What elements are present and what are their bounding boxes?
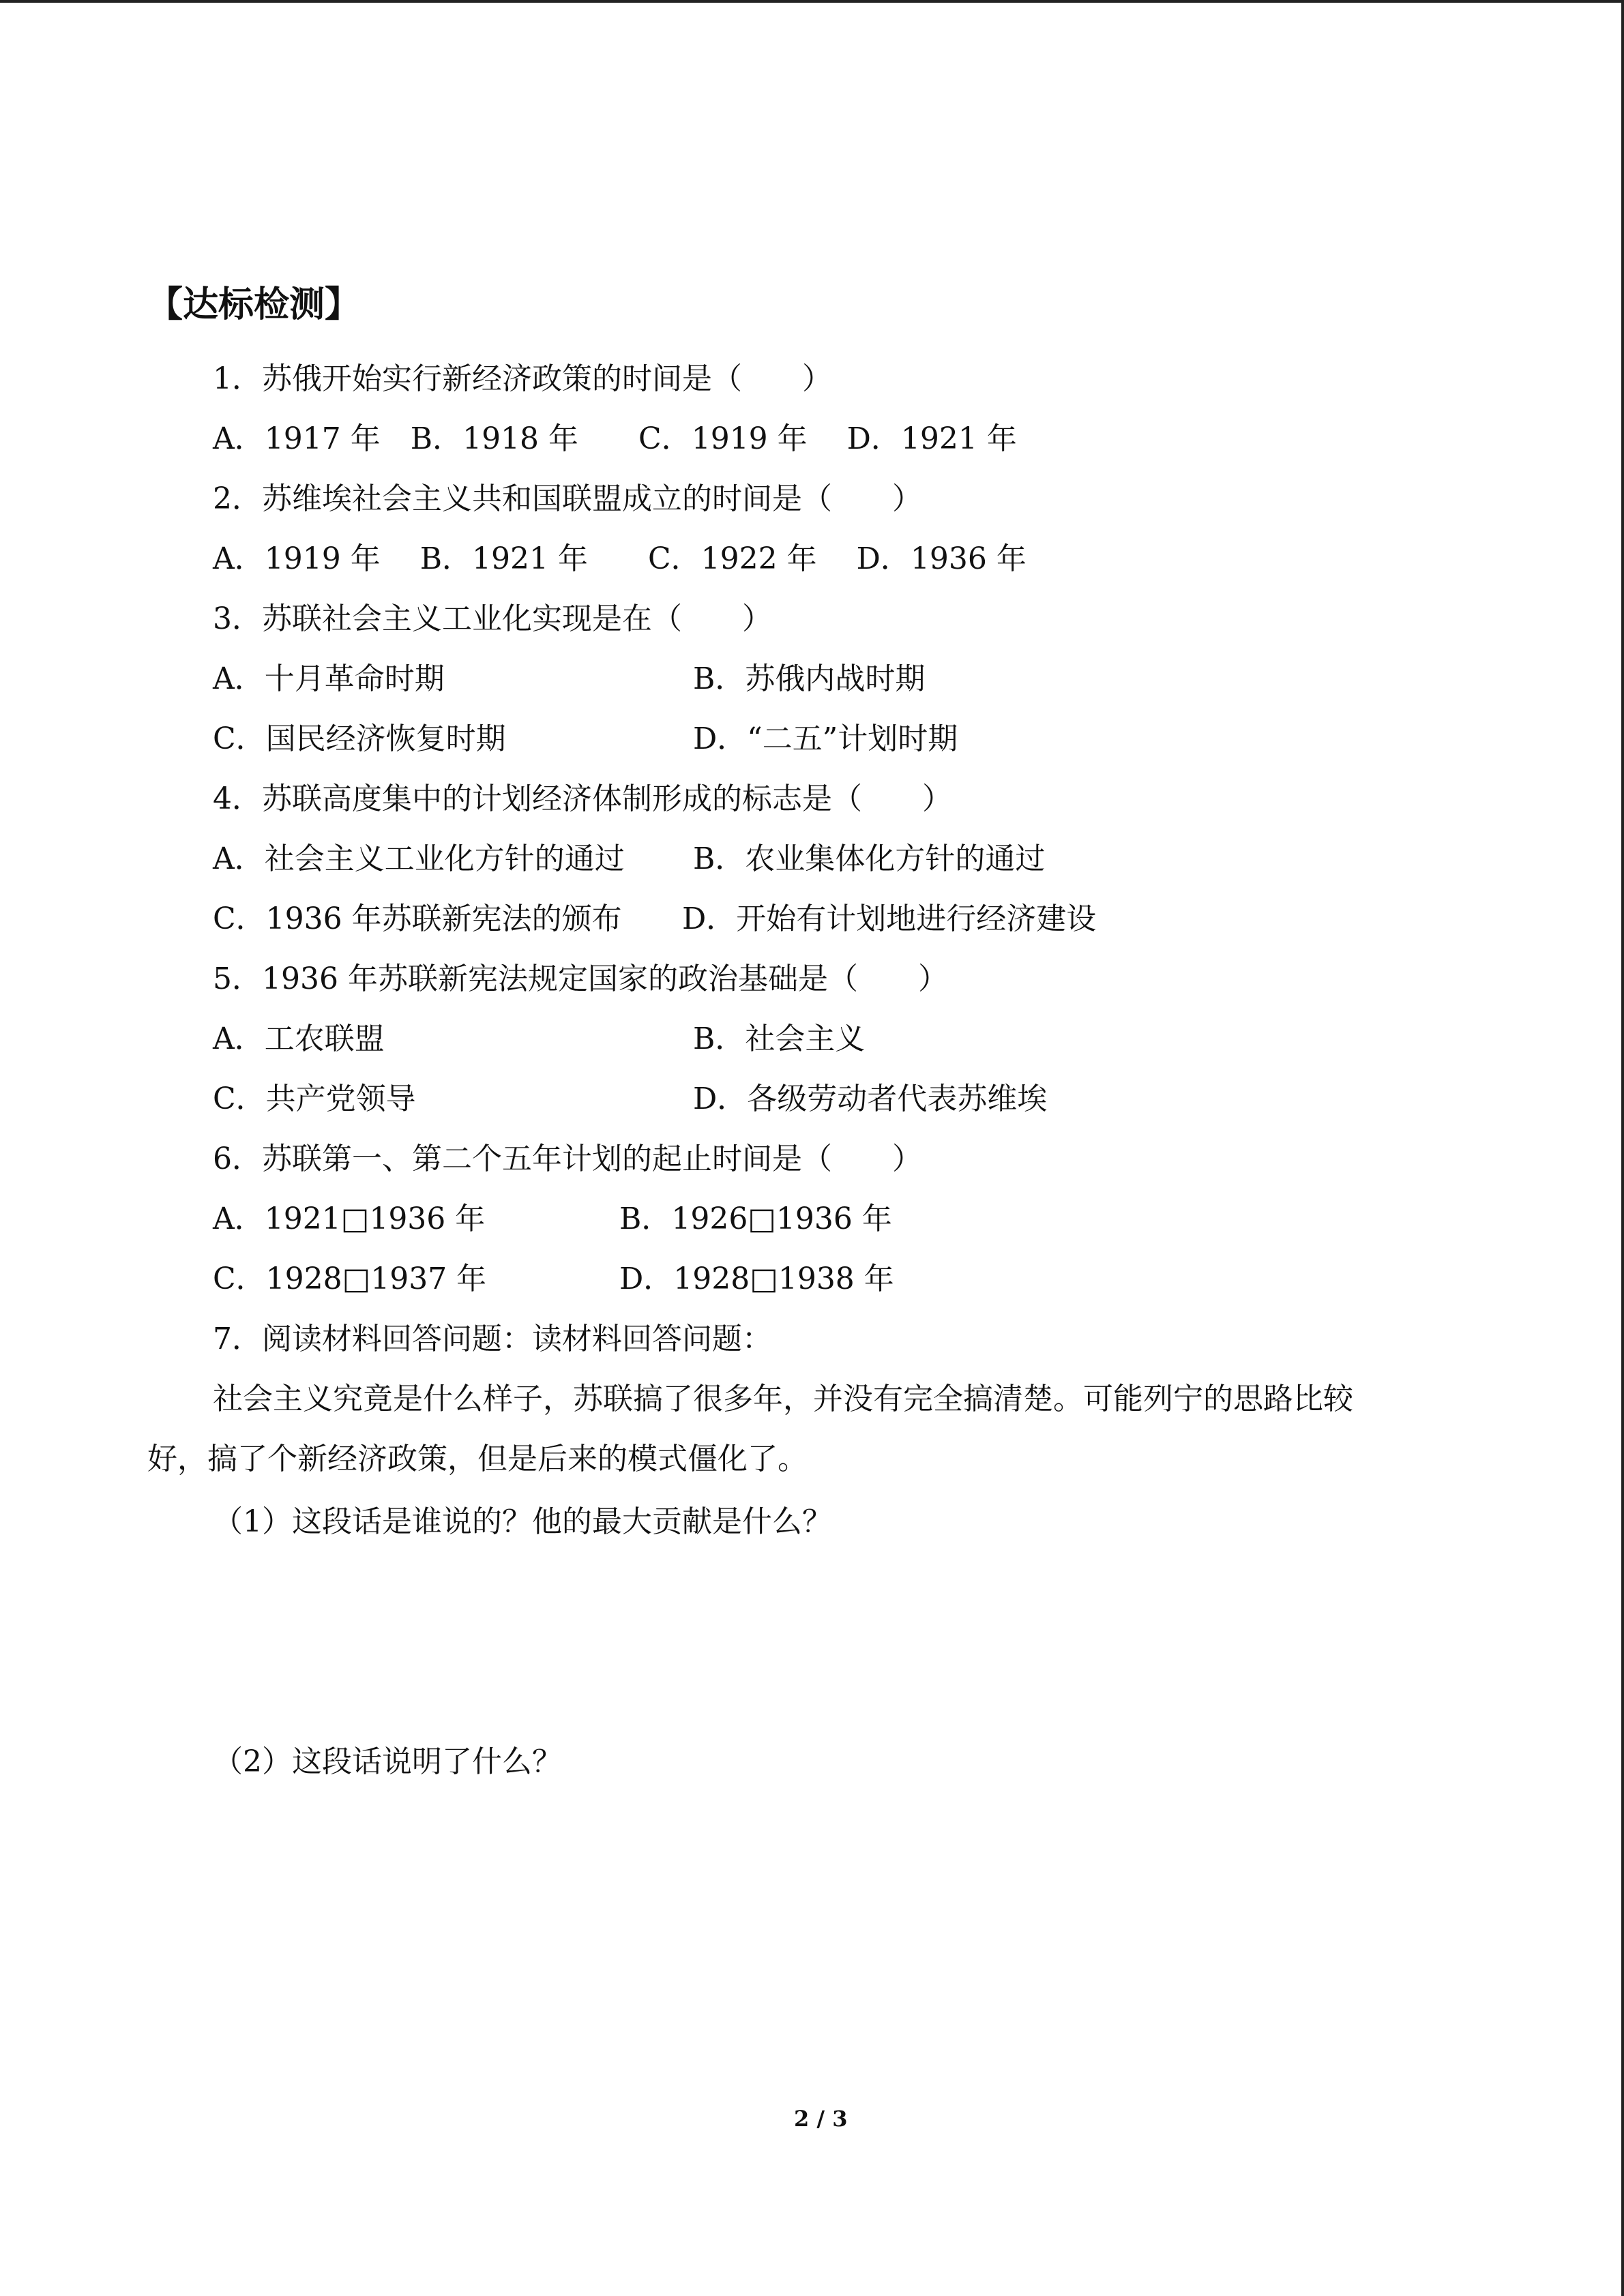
question-4-option-a: A．社会主义工业化方针的通过 bbox=[213, 841, 625, 876]
top-border bbox=[0, 0, 1624, 3]
question-3-option-b: B．苏俄内战时期 bbox=[693, 661, 926, 696]
question-5: 5．1936 年苏联新宪法规定国家的政治基础是（ ） bbox=[213, 961, 948, 996]
question-3-option-d: D．“二五”计划时期 bbox=[693, 721, 958, 756]
question-2: 2．苏维埃社会主义共和国联盟成立的时间是（ ） bbox=[213, 481, 922, 516]
question-4-option-b: B．农业集体化方针的通过 bbox=[693, 841, 1046, 876]
question-3-option-a: A．十月革命时期 bbox=[213, 661, 445, 696]
question-4-option-c: C．1936 年苏联新宪法的颁布 bbox=[213, 901, 622, 936]
question-3: 3．苏联社会主义工业化实现是在（ ） bbox=[213, 601, 772, 636]
question-6-option-d: D．1928□1938 年 bbox=[619, 1262, 894, 1296]
question-5-option-b: B．社会主义 bbox=[693, 1022, 866, 1056]
section-title: 【达标检测】 bbox=[147, 284, 361, 325]
right-border bbox=[1621, 0, 1624, 2296]
sub-question-2: （2）这段话说明了什么？ bbox=[213, 1744, 562, 1779]
question-5-option-a: A．工农联盟 bbox=[213, 1022, 385, 1056]
material-line-2: 好，搞了个新经济政策，但是后来的模式僵化了。 bbox=[147, 1442, 808, 1476]
question-2-options: A．1919 年 B．1921 年 C．1922 年 D．1936 年 bbox=[213, 541, 1027, 576]
question-1-options: A．1917 年 B．1918 年 C．1919 年 D．1921 年 bbox=[213, 421, 1017, 456]
question-7: 7．阅读材料回答问题：读材料回答问题： bbox=[213, 1322, 772, 1356]
question-1: 1．苏俄开始实行新经济政策的时间是（ ） bbox=[213, 361, 832, 396]
question-5-option-d: D．各级劳动者代表苏维埃 bbox=[693, 1082, 1048, 1116]
question-6-option-a: A．1921□1936 年 bbox=[213, 1202, 486, 1236]
question-6: 6．苏联第一、第二个五年计划的起止时间是（ ） bbox=[213, 1142, 922, 1176]
question-3-option-c: C．国民经济恢复时期 bbox=[213, 721, 506, 756]
question-4-option-d: D．开始有计划地进行经济建设 bbox=[682, 901, 1097, 936]
question-6-option-b: B．1926□1936 年 bbox=[619, 1202, 892, 1236]
question-6-option-c: C．1928□1937 年 bbox=[213, 1262, 487, 1296]
question-4: 4．苏联高度集中的计划经济体制形成的标志是（ ） bbox=[213, 781, 952, 816]
question-5-option-c: C．共产党领导 bbox=[213, 1082, 416, 1116]
material-line-1: 社会主义究竟是什么样子，苏联搞了很多年，并没有完全搞清楚。可能列宁的思路比较 bbox=[213, 1382, 1353, 1416]
page-number: 2 / 3 bbox=[794, 2106, 848, 2132]
sub-question-1: （1）这段话是谁说的？他的最大贡献是什么？ bbox=[213, 1504, 832, 1539]
